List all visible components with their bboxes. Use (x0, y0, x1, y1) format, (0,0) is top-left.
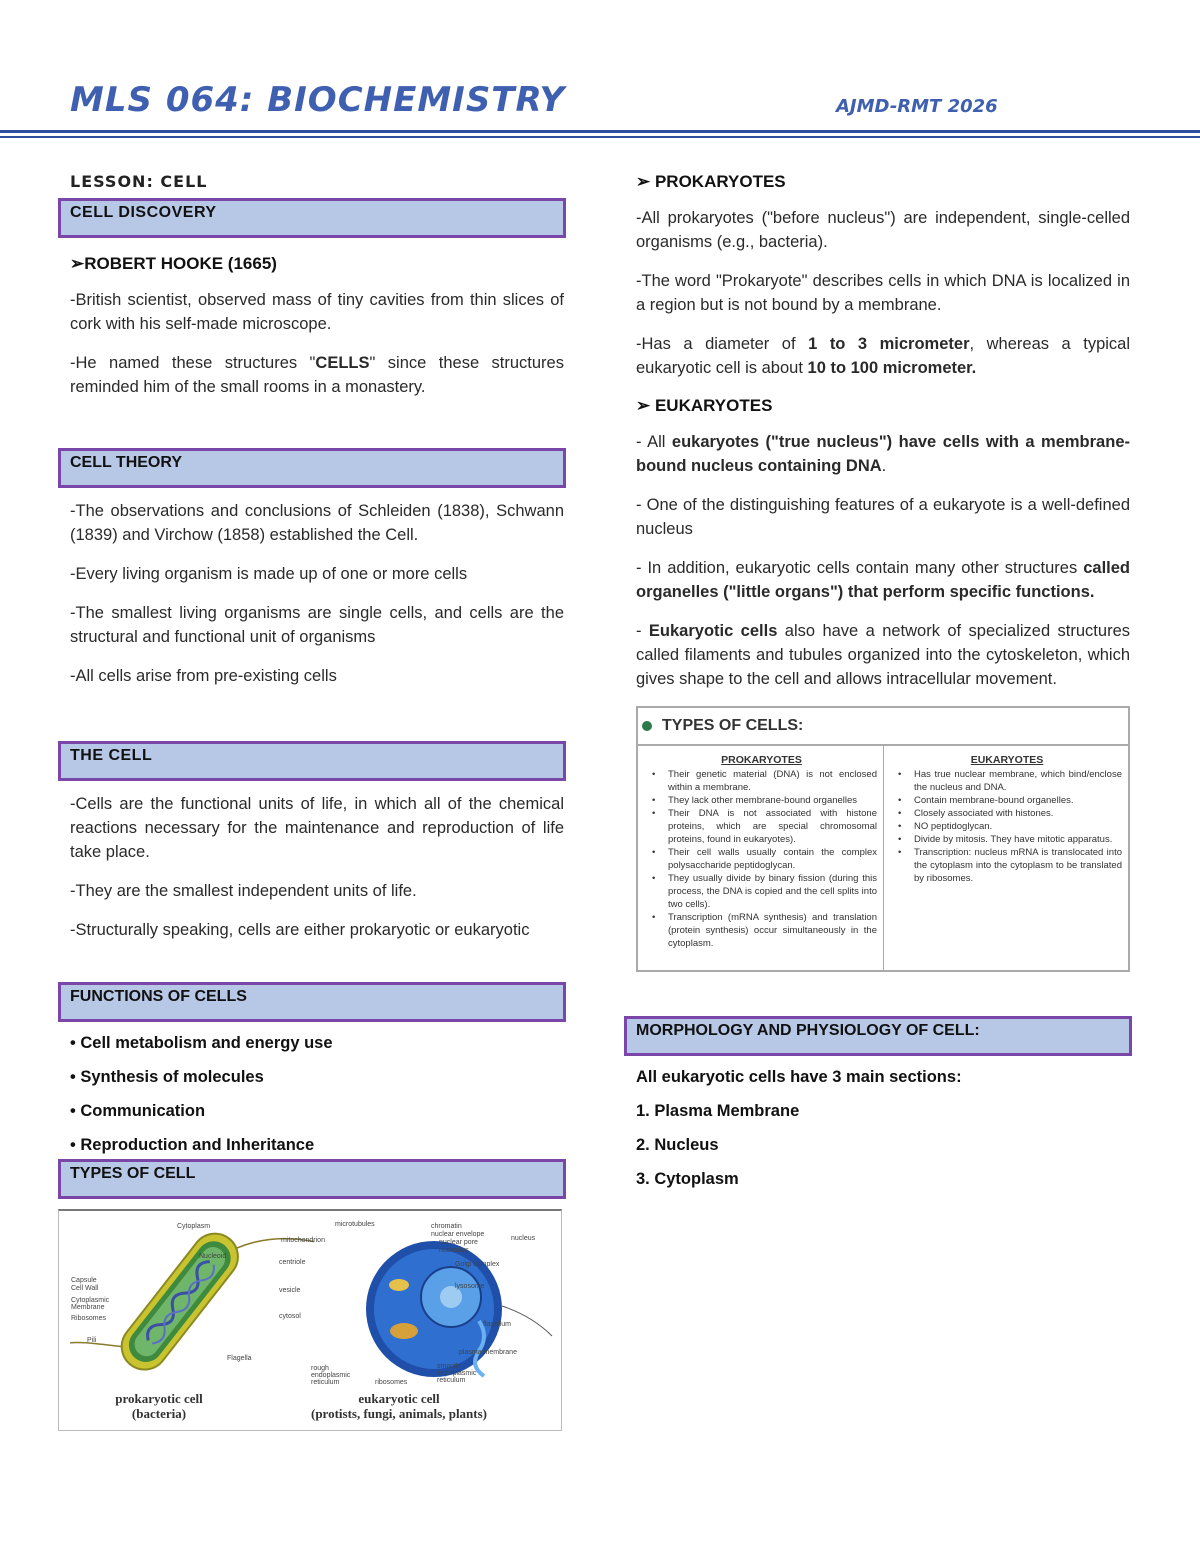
the-cell-paragraph-2: -They are the smallest independent units of life. (70, 882, 417, 900)
prok-label: Cytoplasmic Membrane (71, 1297, 110, 1311)
prok-label: Pili (87, 1337, 97, 1344)
prok-list-item: • They usually divide by binary fission (during this process, the DNA is copied and the cell splits into two cells). (646, 872, 877, 911)
prok-list-item: • Their genetic material (DNA) is not enclosed within a membrane. (646, 768, 877, 794)
prok-label: Flagella (227, 1355, 252, 1362)
euk-label: nucleolus (439, 1247, 469, 1254)
euk-label: centriole (279, 1259, 306, 1266)
euk-list-item: • Closely associated with histones. (892, 807, 1122, 820)
types-table-title: TYPES OF CELLS: (662, 717, 804, 734)
euk-label: smooth endoplasmic reticulum (437, 1363, 477, 1384)
types-of-cell-heading: TYPES OF CELL (58, 1159, 566, 1199)
euk-label: chromatin (431, 1223, 462, 1230)
types-of-cells-table (636, 706, 1130, 972)
morphology-intro: All eukaryotic cells have 3 main sections: (636, 1068, 962, 1086)
euk-label: cytosol (279, 1313, 301, 1320)
prok-list-item: • Their cell walls usually contain the complex polysaccharide peptidoglycan. (646, 846, 877, 872)
robert-hooke-subheading: ➢ROBERT HOOKE (1665) (70, 254, 277, 273)
morphology-item: 2. Nucleus (636, 1136, 719, 1154)
prok-label: Capsule (71, 1277, 97, 1284)
prokaryotes-paragraph-2: -The word "Prokaryote" describes cells in which DNA is localized in a region but is not bound by a membrane. (636, 272, 1130, 314)
eukaryotes-paragraph-4: - Eukaryotic cells also have a network of specialized structures called filaments and tubules organized into the cytoskeleton, which gives shape to the cell and allows intracellular movement. (636, 622, 1130, 688)
function-item: • Cell metabolism and energy use (70, 1034, 333, 1052)
euk-label: nuclear envelope (431, 1231, 485, 1238)
morphology-heading: MORPHOLOGY AND PHYSIOLOGY OF CELL: (624, 1016, 1132, 1056)
prok-list-item: • Transcription (mRNA synthesis) and translation (protein synthesis) occur simultaneously in the cytoplasm. (646, 911, 877, 950)
the-cell-paragraph-3: -Structurally speaking, cells are either prokaryotic or eukaryotic (70, 921, 530, 939)
hooke-paragraph-2: -He named these structures "CELLS" since these structures reminded him of the small rooms in a monastery. (70, 354, 564, 396)
eukaryotes-column-title: EUKARYOTES (970, 754, 1044, 766)
morphology-item: 1. Plasma Membrane (636, 1102, 800, 1120)
prokaryotic-caption: prokaryotic cell (bacteria) (115, 1391, 203, 1421)
prokaryotes-column (638, 746, 883, 972)
prok-label: Cytoplasm (177, 1223, 211, 1230)
cell-types-illustration (58, 1209, 562, 1431)
prokaryotes-subheading: ➢ PROKARYOTES (636, 172, 786, 191)
the-cell-paragraph-1: -Cells are the functional units of life, in which all of the chemical reactions necessary for the maintenance and reproduction of life take place. (70, 795, 564, 861)
function-item: • Synthesis of molecules (70, 1068, 264, 1086)
euk-label: lysosome (455, 1283, 485, 1290)
euk-list-item: • Divide by mitosis. They have mitotic apparatus. (892, 833, 1122, 846)
header-divider-secondary (0, 136, 1200, 138)
lesson-title: LESSON: CELL (70, 172, 208, 191)
prok-list-item: • They lack other membrane-bound organelles (646, 794, 877, 807)
euk-list-item: • Transcription: nucleus mRNA is translocated into the cytoplasm into the cytoplasm to be translated by ribosomes. (892, 846, 1122, 885)
euk-label: plasma membrane (459, 1349, 517, 1356)
cell-theory-paragraph-3: -The smallest living organisms are single cells, and cells are the structural and functional unit of organisms (70, 604, 564, 646)
euk-label: nucleus (511, 1235, 536, 1242)
euk-list-item: • Contain membrane-bound organelles. (892, 794, 1122, 807)
eukaryotes-paragraph-3: - In addition, eukaryotic cells contain many other structures called organelles ("little organs") that perform specific functions. (636, 559, 1130, 601)
function-item: • Reproduction and Inheritance (70, 1136, 315, 1154)
eukaryotes-paragraph-2: - One of the distinguishing features of a eukaryote is a well-defined nucleus (636, 496, 1130, 538)
author-tag: AJMD-RMT 2026 (836, 96, 998, 117)
eukaryotes-paragraph-1: - All eukaryotes ("true nucleus") have cells with a membrane-bound nucleus containing DNA. (636, 433, 1130, 475)
left-column (70, 172, 564, 1431)
bullet-dot-icon (642, 721, 652, 731)
euk-label: microtubules (335, 1221, 375, 1228)
euk-label: nuclear pore (439, 1239, 478, 1246)
prok-label: Nucleoid (199, 1253, 227, 1260)
prokaryotes-paragraph-1: -All prokaryotes ("before nucleus") are independent, single-celled organisms (e.g., bacteria). (636, 209, 1130, 251)
types-table-header (638, 708, 1128, 746)
euk-label: ribosomes (375, 1379, 408, 1386)
euk-label: flagellum (483, 1321, 512, 1328)
header-divider (0, 130, 1200, 133)
euk-list-item: • NO peptidoglycan. (892, 820, 1122, 833)
euk-label: mitochondrion (281, 1237, 325, 1244)
euk-label: vesicle (279, 1287, 301, 1294)
cell-theory-paragraph-1: -The observations and conclusions of Schleiden (1838), Schwann (1839) and Virchow (1858) established the Cell. (70, 502, 564, 544)
eukaryotes-column (883, 746, 1128, 972)
right-column (636, 172, 1130, 1204)
prokaryotes-paragraph-3: -Has a diameter of 1 to 3 micrometer, whereas a typical eukaryotic cell is about 10 to 100 micrometer. (636, 335, 1131, 377)
the-cell-heading: THE CELL (58, 741, 566, 781)
euk-label: Golgi complex (455, 1261, 500, 1268)
eukaryotic-caption: eukaryotic cell (protists, fungi, animals, plants) (310, 1391, 487, 1421)
functions-heading: FUNCTIONS OF CELLS (58, 982, 566, 1022)
prok-label: Ribosomes (71, 1315, 107, 1322)
cell-theory-paragraph-2: -Every living organism is made up of one or more cells (70, 565, 468, 583)
cell-theory-heading: CELL THEORY (58, 448, 566, 488)
morphology-item: 3. Cytoplasm (636, 1170, 739, 1188)
prok-list-item: • Their DNA is not associated with histone proteins, which are special chromosomal proteins, found in eukaryotes). (646, 807, 877, 846)
cell-discovery-heading: CELL DISCOVERY (58, 198, 566, 238)
eukaryotes-subheading: ➢ EUKARYOTES (636, 396, 773, 415)
prok-label: Cell Wall (71, 1285, 99, 1292)
course-title: MLS 064: BIOCHEMISTRY (70, 80, 566, 120)
prokaryotes-column-title: PROKARYOTES (721, 754, 802, 766)
euk-list-item: • Has true nuclear membrane, which bind/enclose the nucleus and DNA. (892, 768, 1122, 794)
function-item: • Communication (70, 1102, 206, 1120)
euk-label: rough endoplasmic reticulum (311, 1365, 351, 1386)
cell-theory-paragraph-4: -All cells arise from pre-existing cells (70, 667, 337, 685)
hooke-paragraph-1: -British scientist, observed mass of tiny cavities from thin slices of cork with his self-made microscope. (70, 291, 564, 333)
